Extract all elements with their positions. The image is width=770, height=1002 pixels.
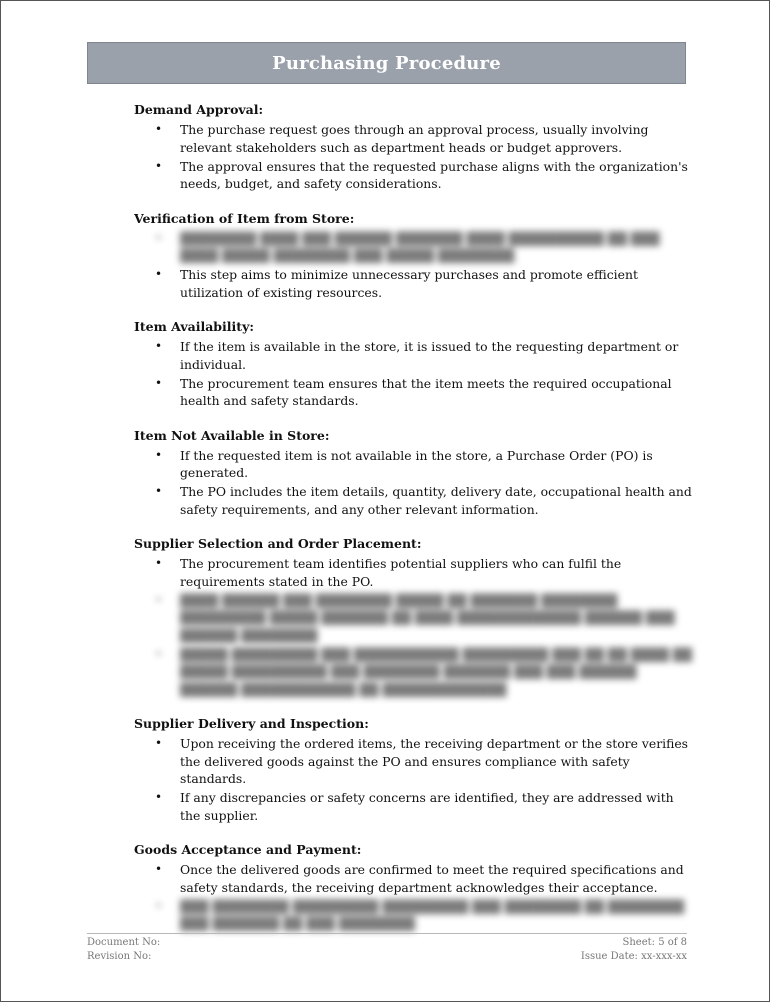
bullet-icon: •	[155, 484, 163, 498]
bullet-icon: •	[155, 898, 163, 913]
redacted-list-item: • ████████ ████ ███ ██████ ███████ ████ ██████████ ██ ███ ████ █████ ████████ ███ █████ ████████	[155, 230, 660, 263]
bullet-icon: •	[155, 339, 163, 353]
list-item-text: The PO includes the item details, quantity, delivery date, occupational health and safety requirements, and any other relevant information.	[180, 484, 692, 517]
section-supplier-selection	[134, 535, 694, 698]
bullet-list	[134, 555, 694, 698]
revision-number: Revision No:	[87, 951, 152, 962]
list-item	[134, 338, 694, 373]
list-item	[134, 735, 694, 788]
section-item-not-available	[134, 427, 694, 519]
section-heading: Demand Approval:	[134, 102, 264, 117]
list-item-text: If any discrepancies or safety concerns are identified, they are addressed with the supplier.	[180, 790, 674, 823]
section-supplier-delivery	[134, 715, 694, 824]
list-item	[134, 266, 694, 301]
page-title: Purchasing Procedure	[272, 52, 501, 74]
list-item-text: Once the delivered goods are confirmed to meet the required specifications and safety standards, the receiving department acknowledges their acceptance.	[180, 862, 684, 895]
bullet-list	[134, 121, 694, 193]
list-item	[134, 447, 694, 482]
title-bar	[87, 42, 686, 84]
bullet-icon: •	[155, 592, 163, 607]
bullet-list	[134, 447, 694, 519]
issue-date: Issue Date: xx-xxx-xx	[580, 951, 687, 962]
section-demand-approval	[134, 101, 694, 193]
list-item-text: The approval ensures that the requested purchase aligns with the organization's needs, budget, and safety considerations.	[180, 158, 688, 191]
bullet-list	[134, 735, 694, 824]
list-item-text: If the item is available in the store, it is issued to the requesting department or individual.	[180, 339, 679, 372]
redacted-list-item: • █████ █████████ ███ ███████████ █████████ ███ ██ ██ ████ ██ █████ ██████████ ███ ████████ ███████ ███ ███ ██████ ██████ ████████████ ██ █████████████	[155, 646, 692, 697]
bullet-icon: •	[155, 375, 163, 390]
section-heading: Goods Acceptance and Payment:	[134, 842, 362, 857]
redacted-list-item: • ████ ██████ ███ ████████ █████ ██ ███████ ████████ █████████ █████ ███████ ██ ████ █████████████ ██████ ███ ██████ ████████	[155, 592, 675, 643]
bullet-icon: •	[155, 267, 163, 281]
list-item	[134, 555, 694, 590]
list-item-text: This step aims to minimize unnecessary purchases and promote efficient utilization of existing resources.	[180, 267, 638, 300]
bullet-list	[134, 861, 694, 933]
list-item	[134, 375, 694, 410]
list-item-text: The procurement team identifies potential suppliers who can fulfil the requirements stated in the PO.	[180, 556, 622, 589]
list-item-text: The purchase request goes through an approval process, usually involving relevant stakeholders such as department heads or budget approvers.	[180, 122, 649, 155]
sheet-number: Sheet: 5 of 8	[622, 937, 687, 948]
page-footer	[87, 933, 687, 964]
bullet-list	[134, 230, 694, 302]
bullet-icon: •	[155, 790, 163, 804]
section-goods-acceptance	[134, 841, 694, 933]
list-item-text: If the requested item is not available in the store, a Purchase Order (PO) is generated.	[180, 447, 653, 480]
bullet-icon: •	[155, 556, 163, 570]
section-heading: Item Not Available in Store:	[134, 427, 330, 443]
document-content	[134, 101, 694, 950]
bullet-icon: •	[155, 158, 163, 173]
section-heading: Supplier Selection and Order Placement:	[134, 536, 422, 551]
section-heading: Supplier Delivery and Inspection:	[134, 716, 369, 731]
bullet-icon: •	[155, 862, 163, 876]
redacted-list-item: • ███ ████████ █████████ █████████ ███ ████████ ██ ████████ ███ ███████ ██ ███ ████████	[155, 898, 685, 931]
bullet-icon: •	[155, 230, 163, 245]
list-item	[134, 483, 694, 518]
section-heading: Verification of Item from Store:	[134, 210, 355, 226]
list-item	[134, 121, 694, 156]
list-item-text: Upon receiving the ordered items, the receiving department or the store verifies the delivered goods against the PO and ensures compliance with safety standards.	[180, 736, 689, 786]
document-number: Document No:	[87, 937, 161, 948]
list-item	[134, 789, 694, 824]
section-heading: Item Availability:	[134, 319, 254, 334]
bullet-icon: •	[155, 122, 163, 136]
section-item-availability	[134, 318, 694, 410]
bullet-icon: •	[155, 736, 163, 750]
bullet-icon: •	[155, 447, 163, 462]
list-item	[134, 861, 694, 896]
bullet-list	[134, 338, 694, 410]
bullet-icon: •	[155, 646, 163, 661]
list-item-text: The procurement team ensures that the item meets the required occupational health and safety standards.	[180, 375, 672, 408]
section-verification	[134, 210, 694, 302]
list-item	[134, 158, 694, 193]
